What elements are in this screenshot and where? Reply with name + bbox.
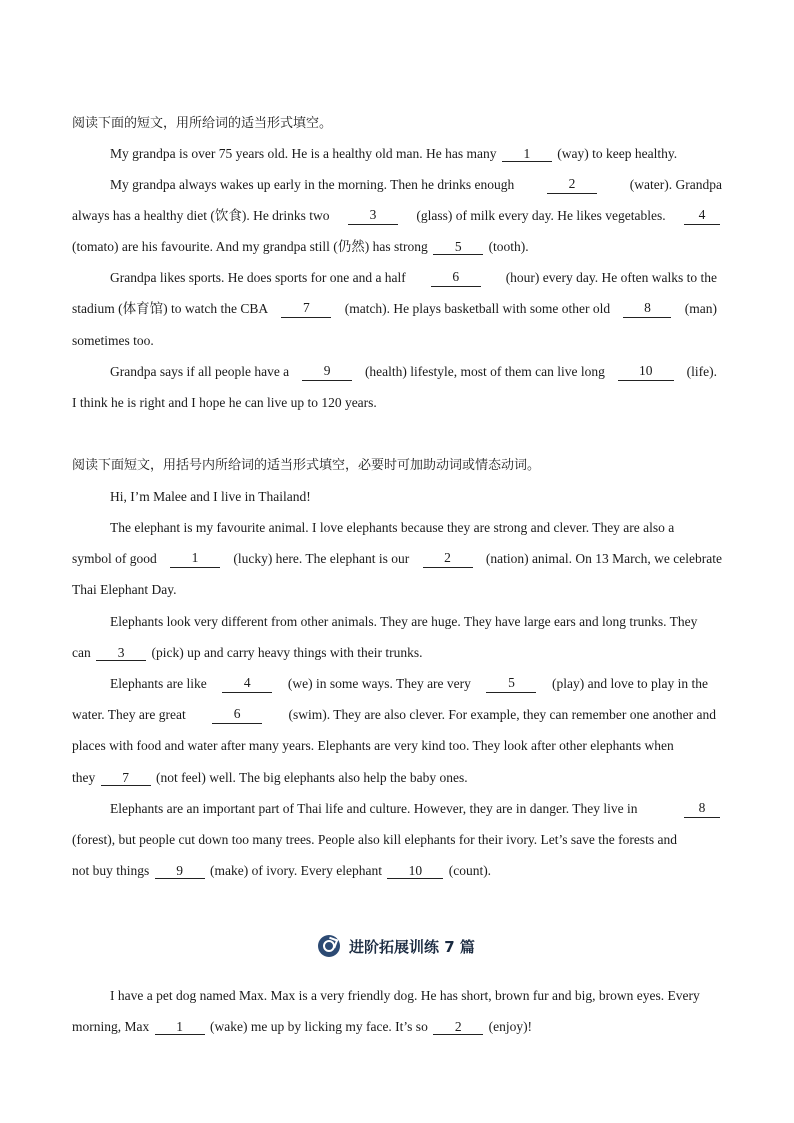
text: (water). Grandpa bbox=[629, 177, 722, 192]
blank-1[interactable]: 1 bbox=[170, 550, 220, 568]
text: (swim). They are also clever. For example, they can remember one another and bbox=[288, 707, 716, 722]
s2-line1: Hi, I’m Malee and I live in Thailand! bbox=[110, 489, 311, 504]
s1-line7: sometimes too. bbox=[72, 333, 154, 348]
text: stadium (体育馆) to watch the CBA bbox=[72, 301, 269, 316]
text: can bbox=[72, 645, 91, 660]
text: (play) and love to play in the bbox=[552, 676, 708, 691]
blank-3[interactable]: 3 bbox=[348, 207, 398, 225]
s1-line1 bbox=[110, 145, 677, 163]
text: (man) bbox=[684, 301, 717, 316]
s1-line3 bbox=[72, 207, 722, 225]
blank-7[interactable]: 7 bbox=[281, 300, 331, 318]
blank-2[interactable]: 2 bbox=[547, 176, 597, 194]
text: (not feel) well. The big elephants also help the baby ones. bbox=[156, 770, 468, 785]
blank-9[interactable]: 9 bbox=[155, 863, 205, 879]
text: (health) lifestyle, most of them can live long bbox=[364, 364, 605, 379]
text: (glass) of milk every day. He likes vegetables. bbox=[416, 208, 666, 223]
blank-1[interactable]: 1 bbox=[502, 146, 552, 162]
text: I have a pet dog named Max. Max is a very friendly dog. He has short, brown fur and big, brown eyes. Every bbox=[110, 988, 700, 1003]
blank-6[interactable]: 6 bbox=[431, 269, 481, 287]
blank-2[interactable]: 2 bbox=[433, 1019, 483, 1035]
text: Elephants are an important part of Thai life and culture. However, they are in danger. They live in bbox=[110, 801, 638, 816]
blank-9[interactable]: 9 bbox=[302, 363, 352, 381]
s1-line9: I think he is right and I hope he can live up to 120 years. bbox=[72, 395, 377, 410]
text: water. They are great bbox=[72, 707, 186, 722]
blank-8[interactable]: 8 bbox=[684, 800, 720, 818]
text: (life). bbox=[686, 364, 717, 379]
blank-4[interactable]: 4 bbox=[222, 675, 272, 693]
text: they bbox=[72, 770, 96, 785]
section3-heading-text: 进阶拓展训练 7 篇 bbox=[349, 937, 475, 956]
text: symbol of good bbox=[72, 551, 157, 566]
target-icon bbox=[318, 935, 340, 957]
s1-line8 bbox=[110, 363, 717, 381]
s1-line5 bbox=[110, 269, 717, 287]
s2-line8 bbox=[72, 706, 716, 724]
s2-line10 bbox=[72, 769, 468, 787]
text: (pick) up and carry heavy things with their trunks. bbox=[151, 645, 423, 660]
s2-line4: Thai Elephant Day. bbox=[72, 582, 177, 597]
text: Grandpa likes sports. He does sports for one and a half bbox=[110, 270, 406, 285]
s3-line2 bbox=[72, 1018, 532, 1036]
blank-10[interactable]: 10 bbox=[618, 363, 674, 381]
blank-2[interactable]: 2 bbox=[423, 550, 473, 568]
text: (match). He plays basketball with some other old bbox=[344, 301, 611, 316]
blank-3[interactable]: 3 bbox=[96, 645, 146, 661]
blank-5[interactable]: 5 bbox=[486, 675, 536, 693]
text: Elephants are like bbox=[110, 676, 207, 691]
text: (tomato) are his favourite. And my grandpa still (仍然) has strong bbox=[72, 239, 428, 254]
text: Grandpa says if all people have a bbox=[110, 364, 290, 379]
text: not buy things bbox=[72, 863, 150, 878]
text: places with food and water after many years. Elephants are very kind too. They look after other elephants when bbox=[72, 738, 674, 753]
blank-5[interactable]: 5 bbox=[433, 239, 483, 255]
text: My grandpa always wakes up early in the morning. Then he drinks enough bbox=[110, 177, 515, 192]
blank-7[interactable]: 7 bbox=[101, 770, 151, 786]
text: The elephant is my favourite animal. I love elephants because they are strong and clever. They are also a bbox=[110, 520, 675, 535]
text: (enjoy)! bbox=[488, 1019, 533, 1034]
blank-6[interactable]: 6 bbox=[212, 706, 262, 724]
s2-line9 bbox=[72, 737, 722, 755]
text: (nation) animal. On 13 March, we celebrate bbox=[485, 551, 722, 566]
section2-instruction: 阅读下面短文，用括号内所给词的适当形式填空，必要时可加助动词或情态动词。 bbox=[72, 458, 541, 473]
s2-line3 bbox=[72, 550, 722, 568]
blank-8[interactable]: 8 bbox=[623, 300, 671, 318]
text: (lucky) here. The elephant is our bbox=[233, 551, 410, 566]
text: (tooth). bbox=[488, 239, 529, 254]
s1-line6 bbox=[72, 300, 717, 318]
text: (way) to keep healthy. bbox=[557, 146, 678, 161]
blank-4[interactable]: 4 bbox=[684, 207, 720, 225]
s2-line13 bbox=[72, 862, 491, 880]
text: (count). bbox=[448, 863, 492, 878]
text: (we) in some ways. They are very bbox=[287, 676, 471, 691]
s1-line2 bbox=[110, 176, 722, 194]
s2-line12 bbox=[72, 831, 722, 849]
section1-instruction: 阅读下面的短文，用所给词的适当形式填空。 bbox=[72, 116, 333, 131]
s2-line2 bbox=[110, 519, 722, 537]
text: (hour) every day. He often walks to the bbox=[505, 270, 717, 285]
s1-line4 bbox=[72, 238, 529, 256]
s2-line11 bbox=[110, 800, 722, 818]
section3-heading bbox=[318, 935, 475, 957]
text: always has a healthy diet (饮食). He drinks two bbox=[72, 208, 330, 223]
text: Elephants look very different from other animals. They are huge. They have large ears and long trunks. They bbox=[110, 614, 698, 629]
blank-1[interactable]: 1 bbox=[155, 1019, 205, 1035]
text: (wake) me up by licking my face. It’s so bbox=[210, 1019, 428, 1034]
s2-line7 bbox=[110, 675, 708, 693]
s2-line6 bbox=[72, 644, 423, 662]
text: morning, Max bbox=[72, 1019, 150, 1034]
text: (forest), but people cut down too many trees. People also kill elephants for their ivory. Let’s save the forests and bbox=[72, 832, 677, 847]
s3-line1 bbox=[110, 987, 722, 1005]
blank-10[interactable]: 10 bbox=[387, 863, 443, 879]
text: My grandpa is over 75 years old. He is a healthy old man. He has many bbox=[110, 146, 497, 161]
text: (make) of ivory. Every elephant bbox=[210, 863, 382, 878]
s2-line5 bbox=[110, 613, 722, 631]
